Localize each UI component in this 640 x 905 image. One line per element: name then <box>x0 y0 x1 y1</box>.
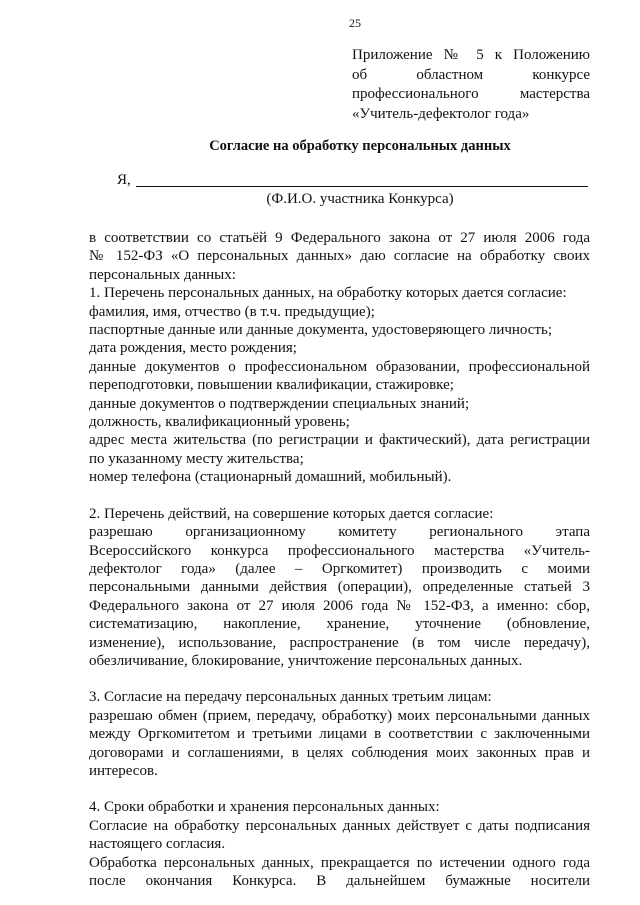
section1-item: должность, квалификационный уровень; <box>89 414 350 431</box>
section3-line: разрешаю обмен (прием, передачу, обработку) моих персональными данных <box>89 707 590 724</box>
appendix-line: профессионального мастерства <box>352 86 590 102</box>
section2-line: дефектолог года» (далее – Оргкомитет) производить с моими <box>89 560 590 577</box>
section1-item: дата рождения, место рождения; <box>89 340 297 357</box>
section4-line: Обработка персональных данных, прекращается по истечении одного года <box>89 854 590 871</box>
section2-line: Федерального закона от 27 июля 2006 года № 152-ФЗ, а именно: сбор, <box>89 597 590 614</box>
section2-line: систематизацию, накопление, хранение, уточнение (обновление, <box>89 616 590 633</box>
section1-item: данные документов о подтверждении специальных знаний; <box>89 395 470 412</box>
section3-line: договорами и соглашениями, в целях соблюдения моих законных прав и <box>89 744 590 761</box>
section1-heading: 1. Перечень персональных данных, на обработку которых дается согласие: <box>89 285 567 302</box>
section1-item: паспортные данные или данные документа, удостоверяющего личность; <box>89 322 553 339</box>
section1-item: по указанному месту жительства; <box>89 450 304 467</box>
appendix-header <box>352 46 590 124</box>
section1-item: фамилия, имя, отчество (в т.ч. предыдущие); <box>89 303 375 320</box>
document-title: Согласие на обработку персональных данных <box>209 138 511 154</box>
page-number: 25 <box>349 16 361 30</box>
appendix-line: «Учитель-дефектолог года» <box>352 105 530 122</box>
fio-caption: (Ф.И.О. участника Конкурса) <box>266 191 454 207</box>
section1-item: адрес места жительства (по регистрации и фактический), дата регистрации <box>89 432 590 449</box>
intro-line: № 152-ФЗ «О персональных данных» даю согласие на обработку своих <box>89 248 590 265</box>
fio-prefix: Я, <box>117 172 131 188</box>
document-body <box>89 229 590 890</box>
section4-line: настоящего согласия. <box>89 836 226 853</box>
section3-line: между Оргкомитетом и третьими лицами в соответствии с заключенными <box>89 726 590 743</box>
section4-line: после окончания Конкурса. В дальнейшем бумажные носители <box>89 873 590 889</box>
section2-line: Всероссийского конкурса профессионального мастерства «Учитель- <box>89 542 590 559</box>
section3-line: интересов. <box>89 762 158 779</box>
section1-item: номер телефона (стационарный домашний, мобильный). <box>89 469 452 486</box>
section2-heading: 2. Перечень действий, на совершение которых дается согласие: <box>89 505 494 522</box>
section2-line: персональными данными действия (операции), определенные статьей 3 <box>89 579 590 596</box>
intro-line: персональных данных: <box>89 266 236 283</box>
section2-line: разрешаю организационному комитету регионального этапа <box>89 524 590 541</box>
section4-line: Согласие на обработку персональных данных действует с даты подписания <box>89 817 590 834</box>
section1-item: данные документов о профессиональном образовании, профессиональной <box>89 358 590 375</box>
section3-heading: 3. Согласие на передачу персональных данных третьим лицам: <box>89 689 492 706</box>
section1-item: переподготовки, повышении квалификации, стажировке; <box>89 377 454 394</box>
section2-line: обезличивание, блокирование, уничтожение персональных данных. <box>89 652 523 669</box>
appendix-line: Приложение № 5 к Положению <box>352 47 590 63</box>
intro-line: в соответствии со статьёй 9 Федерального закона от 27 июля 2006 года <box>89 230 590 246</box>
section4-heading: 4. Сроки обработки и хранения персональных данных: <box>89 799 440 816</box>
section2-line: изменение), использование, распространение (в том числе передачу), <box>89 634 590 651</box>
fio-blank-line <box>136 186 588 187</box>
appendix-line: об областном конкурсе <box>352 66 590 83</box>
